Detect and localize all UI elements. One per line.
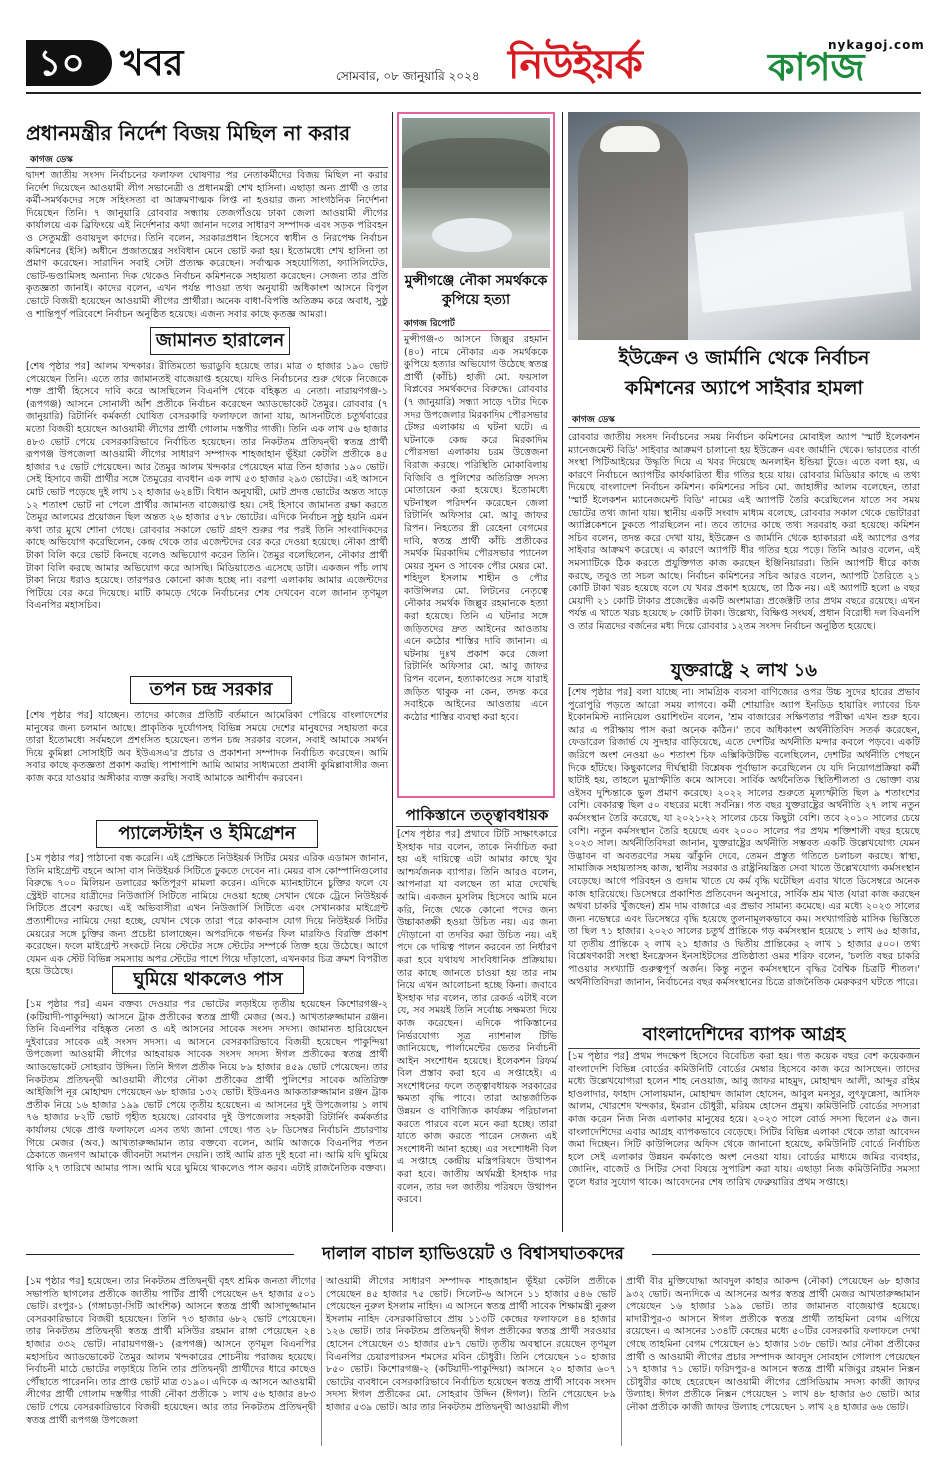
pakistan-body: [শেষ পৃষ্ঠার পর] প্রথাবে টিটি সাক্ষাৎকারে ইসহাক দার বলেন, তাকে নির্বাচিত করা হয় এই দায়িত্বে এটা আমার কাছে খুব আশ্চর্যজনক ব্যাপার। তিনি আরও বলেন, আপনারা যা বলছেন তা মাত্র দেখেছি আমি। একজন মুসলিম হিসেবে আমি মনে করি, নিজে থেকে কোনো পদের জন্য উচ্চাকাঙ্ক্ষী হওয়া উচিত নয়। এর জন্য দৌড়ানো বা তদবির করা উচিত নয়। এই পদে কে দায়িত্ব পালন করবেন তা নির্ধারণ করা হবে যথাযথ সাংবিধানিক প্রক্রিয়ায়। তার কাছে জানতে চাওয়া হয় তার নাম নিয়ে এখন আলোচনা হচ্ছে কিনা। জবাবে ইসহাক দার বলেন, তার রেকর্ড এটাই বলে যে, সব সময়ই তিনি সর্বোচ্চ সক্ষমতা দিয়ে কাজ করেছেন। এদিকে পাকিস্তানের নির্ভরযোগ্য সূত্র ন্যাশনাল টিভি জানিয়েছে, পার্লামেন্টের ভেতর নির্বাচনী আইন সংশোধন হয়েছে। ইলেকশন রিফর্ম বিল প্রস্তাব করা হবে এ সপ্তাহেই। এ সংশোধনের ফলে তত্ত্বাবধায়ক সরকারের ক্ষমতা বৃদ্ধি পাবে। তারা আন্তর্জাতিক উন্নয়ন ও বাণিজ্যিক কার্যক্রম পরিচালনা করতে পারবে বলে মনে করা হচ্ছে। তারা যাতে কাজ করতে পারেন সেজন্য এই সংশোধনী আনা হচ্ছে। এর সংশোধনী বিল এ সপ্তাহে কেন্দ্রীয় মন্ত্রিপরিষদে উত্থাপন করা হবে। জাতীয় অর্থমন্ত্রী ইসহাক দার বলেন, তার দল জাতীয় পরিষদে উত্থাপন করবে।	[397, 829, 557, 1206]
bottom-rule-right	[652, 1254, 920, 1255]
cyber-body: রোববার জাতীয় সংসদ নির্বাচনের সময় নির্বাচন কমিশনের মোবাইল অ্যাপ 'স্মার্ট ইলেকশন ম্যানেজমেন্ট বিডি' সাইবার আক্রমণ চালানো হয় ইউক্রেন এবং জার্মানি থেকে। ভারতের বার্তা সংস্থা পিটিআইয়ের উদ্ধৃতি দিয়ে এ খবর দিয়েছে অনলাইন ইন্ডিয়া টুডে। এতে বলা হয়, এ কারণে নির্বাচনে অ্যাপটির কার্যকারিতা ধীর গতির হয়ে যায়। রোববার মিডিয়ার কাছে এ তথ্য দিয়েছে বাংলাদেশ নির্বাচন কমিশন। কমিশনের সচিব মো. জাহাঙ্গীর আলম বলেছেন, তারা 'স্মার্ট ইলেকশন ম্যানেজমেন্ট বিডি' নামের এই অ্যাপটি তৈরি করেছিলেন যাতে সব সময় ভোটের তথ্য জানা যায়। স্থানীয় একটি সংবাদ মাধ্যম বলেছে, রোববার সকাল থেকে ভোটাররা অ্যাপ্লিকেশনে ঢুকতে পারছিলেন না। তবে তাদের কাছে তথ্য সরবরাহ করা হয়েছে। কমিশন সচিব বলেন, তদন্ত করে দেখা যায়, ইউক্রেন ও জার্মানি থেকে হ্যাকাররা এই অ্যাপের ওপর সাইবার আক্রমণ করেছে। এ কারণে অ্যাপটি ধীর গতির হয়ে পড়ে। তিনি আরও বলেন, এই সমস্যাটিকে ঠিক করতে প্রযুক্তিগত কাজ করছেন ইঞ্জিনিয়াররা। তিনি অ্যাপটি ধীরে কাজ করছে, তবুও তা সচল আছে। নির্বাচন কমিশনের সচিব আরও বলেন, অ্যাপটি তৈরিতে ২১ কোটি টাকা খরচ হয়েছে বলে যে খবর প্রকাশ হয়েছে, তা ঠিক নয়। এই অ্যাপটি হলো ৬ বছর মেয়াদী ২১ কোটি টাকার প্রজেক্টের একটি অংশমাত্র। প্রজেক্টটি তার প্রথম বছরে রয়েছে। এখন পর্যন্ত এ খাতে খরচ হয়েছে ৮ কোটি টাকা। উল্লেখ্য, বিক্ষিপ্ত সংঘর্ষ, প্রধান বিরোধী দল বিএনপি ও তার মিত্রদের বর্জনের মধ্য দিয়ে রোববার ১২তম সংসদ নির্বাচন অনুষ্ঠিত হয়েছে।	[568, 432, 920, 632]
masthead-rule	[26, 92, 921, 94]
usa-rule	[568, 684, 920, 685]
jamanat-body: [শেষ পৃষ্ঠার পর] আলম খন্দকার। রীতিমতো ভরাডুবি হয়েছে তার। মাত্র ৩ হাজার ১৯০ ভোট পেয়েছেন তিনি। এতে তার জামানতই বাজেয়াপ্ত হয়েছে। যদিও নির্বাচনের শুরু থেকে নিজেকে শক্ত প্রার্থী হিসেবে দাবি করে আসছিলেন বিএনপি থেকে বহিষ্কৃত এ নেতা। নারায়ণগঞ্জ-১ (রূপগঞ্জ) আসনে সোনালী আঁশ প্রতীকে নির্বাচন করেছেন অ্যাডভোকেট তৈমুর। রোববার (৭ জানুয়ারি) রিটার্নিং কর্মকর্তা ঘোষিত বেসরকারি ফলাফলে জানা যায়, আসনটিতে চতুর্থবারের মতো বিজয়ী হয়েছেন আওয়ামী লীগের প্রার্থী গোলাম দস্তগীর গাজী। তিনি এক লাখ ৫৬ হাজার ৪৮৩ ভোট পেয়ে বেসরকারিভাবে নির্বাচিত হয়েছেন। তার নিকটতম প্রতিদ্বন্দ্বী স্বতন্ত্র প্রার্থী রূপগঞ্জ উপজেলা আওয়ামী লীগের সাধারণ সম্পাদক শাহজাহান ভূঁইয়া কেটলি প্রতীকে ৪৫ হাজার ৭৫ ভোট পেয়েছেন। আর তৈমুর আলম খন্দকার পেয়েছেন মাত্র তিন হাজার ১৯০ ভোট। সেই হিসাবে জয়ী প্রার্থীর সঙ্গে তৈমুরের ব্যবধান এক লাখ ৫৩ হাজার ২৯৩ ভোটের। এই আসনে মোট ভোট পড়েছে দুই লাখ ১২ হাজার ৬২৪টি। বিধান অনুযায়ী, মোট প্রদত্ত ভোটের অন্তত সাড়ে ১২ শতাংশ ভোট না পেলে প্রার্থীর জামানত বাজেয়াপ্ত হয়। সেই হিসাবে জামানত রক্ষা করতে তৈমুর আলমের প্রয়োজন ছিল অন্তত ২৬ হাজার ৫৭৮ ভোটের। এদিকে নির্বাচন সুষ্ঠু হয়নি এমন কথা তার মুখে শোনা গেছে। রোববার সকালে ভোট গ্রহণ শুরুর পর পরই তিনি সাংবাদিকদের কাছে অভিযোগ করেছিলেন, কেন্দ্র থেকে তার এজেন্টদের বের করে দেওয়া হয়েছে। নৌকা প্রার্থী টাকা বিলি করে ভোট কিনছে বলেও অভিযোগ করেন তিনি। তৈমুর বলেছিলেন, নৌকার প্রার্থী টাকা বিলি করছে আমার অভিযোগ করে আসছি। মিডিয়াতেও এসেছে ডাটা। একজন পাঁচ লাখ টাকা নিয়ে ধরাও হয়েছে। তারপরও কোনো কাজ হচ্ছে না। বরপা এলাকায় আমার এজেন্টদের পিটিয়ে বের করে দিয়েছে। মাটি কামড়ে থেকে নির্বাচনের শেষ দেখবেন বলে জানান তৃণমূল বিএনপির মহাসচিব।	[26, 361, 388, 612]
dalal-headline: দালাল বাচাল হ্যাভিওয়েট ও বিশ্বাসঘাতকদের	[322, 1244, 624, 1264]
munshiganj-credit: কাগজ রিপোর্ট	[404, 319, 455, 329]
tapan-headline-box	[130, 676, 292, 704]
section-name: খবর	[120, 43, 184, 84]
logo-left: নিউইয়র্ক	[508, 42, 642, 88]
munshiganj-headline	[402, 272, 550, 310]
ghumiye-headline-box	[112, 966, 304, 994]
ghumiye-headline: ঘুমিয়ে থাকলেও পাস	[133, 969, 283, 990]
logo-right: কাগজ	[768, 45, 865, 89]
bangladeshi-body: [১ম পৃষ্ঠার পর] প্রথম পদক্ষেপ হিসেবে বিবেচিত করা হয়। গত কয়েক বছর বেশ কয়েকজন বাংলাদেশি বিভিন্ন বোর্ডের কমিউনিটি বোর্ডের মেম্বার হিসেবে কাজ করে আসছেন। তাদের মধ্যে উল্লেখযোগ্যরা হলেন শাহ নেওয়াজ, আবু জাফর মাহমুদ, মোহাম্মদ আলী, আব্দুর রহিম হাওলাদার, ফাহাদ সোলায়মান, মোহাম্মদ জামাল হোসেন, আবুল মনসুর, লুৎফুন্নেসা, আসিফ আলম, খোরশেদ খন্দকার, ইমরান চৌধুরী, মরিয়ম হোসেন প্রমুখ। কমিউনিটি বোর্ডের সদস্যরা কাজ করেন নিজ নিজ এলাকার মানুষের হয়ে। ২০২৩ সালে বোর্ড সদস্য ছিলেন ৫৯ জন। বাংলাদেশিদের এবার আগ্রহ ব্যাপকভাবে বেড়েছে। সিটির বিভিন্ন এলাকা থেকে তারা আবেদন জমা দিচ্ছেন। সিটি কাউন্সিলের অফিস থেকে জানানো হয়েছে, কমিউনিটি বোর্ডে নির্বাচিত হলে সেই এলাকার উন্নয়ন কর্মকাণ্ডে অংশ নেওয়া যায়। বোর্ডের মাধ্যমে জমির ব্যবহার, জোনিং, বাজেট ও সিটির সেবা বিষয়ে সুপারিশ করা যায়। এছাড়া নিজ কমিউনিটির সমস্যা তুলে ধরার সুযোগ থাকে। আবেদনের শেষ তারিখ ফেব্রুয়ারির প্রথম সপ্তাহে।	[568, 1051, 920, 1188]
bangladeshi-headline: বাংলাদেশিদের ব্যাপক আগ্রহ	[642, 1024, 846, 1045]
munshiganj-body: মুন্সীগঞ্জ-৩ আসনে জিল্লুর রহমান (৪০) নামে নৌকার এক সমর্থককে কুপিয়ে হত্যার অভিযোগ উঠেছে স্বতন্ত্র প্রার্থী (কাঁচি) হাজী মো. ফয়সাল বিপ্লবের সমর্থকদের বিরুদ্ধে। রোববার (৭ জানুয়ারি) সন্ধ্যা সাড়ে ৭টার দিকে সদর উপজেলার মিরকাদিম পৌরসভার টেঙ্গর এলাকায় এ ঘটনা ঘটে। এ ঘটনাকে কেন্দ্র করে মিরকাদিম পৌরসভা এলাকায় চরম উত্তেজনা বিরাজ করছে। পরিস্থিতি মোকাবিলায় বিজিবি ও পুলিশের অতিরিক্ত সদস্য মোতায়েন করা হয়েছে। ইতোমধ্যে ঘটনাস্থল পরিদর্শন করেছেন জেলা রিটার্নিং অফিসার মো. আবু জাফর রিপন। নিহতের স্ত্রী রেহেনা বেগমের দাবি, স্বতন্ত্র প্রার্থী কাঁচি প্রতীকের সমর্থক মিরকাদিম পৌরসভার প্যানেল মেয়র সুমন ও সাবেক পৌর মেয়র মো. শহিদুল ইসলাম শাহীন ও পৌর কাউন্সিলর মো. লিটনের নেতৃত্বে নৌকার সমর্থক জিল্লুর রহমানকে হত্যা করা হয়েছে। তিনি এ ঘটনার সঙ্গে জড়িতদের দ্রুত আইনের আওতায় এনে কঠোর শাস্তির দাবি জানান। এ ঘটনায় দুঃখ প্রকাশ করে জেলা রিটার্নিং অফিসার মো. আবু জাফর রিপন বলেন, হত্যাকাণ্ডের সঙ্গে যারাই জড়িত থাকুক না কেন, তদন্ত করে সবাইকে আইনের আওতায় এনে কঠোর শাস্তির ব্যবস্থা করা হবে।	[404, 334, 548, 723]
column-rule-left	[392, 112, 393, 1232]
cyber-credit: কাগজ ডেস্ক	[572, 415, 615, 425]
tapan-headline: তপন চন্দ্র সরকার	[149, 679, 273, 700]
cap-shape	[600, 126, 660, 152]
munshiganj-photo	[402, 118, 550, 268]
bottom-rule-left	[26, 1254, 294, 1255]
page-number: ১০	[38, 43, 85, 84]
palestine-body: [১ম পৃষ্ঠার পর] পাঠানো বন্ধ করেনি। এই প্রেক্ষিতে নিউইয়র্ক সিটির মেয়র এরিক এডামস জানান, তিনি মাইগ্রেন্ট বহনে আসা বাস নিউইয়র্ক সিটিতে ঢুকতে দেবেন না। মেয়র বাস কোম্পানিগুলোর বিরুদ্ধে ৭০০ মিলিয়ন ডলারের ক্ষতিপূরণ মামলা করেন। এদিকে ম্যানহাটানে চুক্তির ফলে যে স্ট্রেইট বাসের যাত্রীদের নিউজার্সি সিটিতে নামিয়ে দেওয়া হচ্ছে সেখান থেকে ট্রেনে নিউইয়র্ক সিটিতে প্রবেশ করছে। এই অভিবাসীরা এখন নিউজার্সি সিটিতে এবং সেখানকার মাইগ্রেন্ট প্রত্যাশীদের নামিয়ে দেয়া হচ্ছে, যেখান থেকে তারা পরে কাকবাস যোগ দিয়ে নিউইয়র্ক সিটির মেয়রের সঙ্গে চুক্তির জন্য প্রচেষ্টা চালাচ্ছেন। অপরদিকে গভর্নর ফিল মারফিও বিরক্তি প্রকাশ করেছেন। ফলে মাইগ্রেন্ট সংকটে নিয়ে স্টেটের সঙ্গে স্টেটের সম্পর্কে তিক্ত হয়ে উঠেছে। আগে যেমন এক স্টেট বিভিন্ন সমস্যায় অপর স্টেটের পাশে গিয়ে দাঁড়াতো, এখনকার চিত্র ক্রমশ বিপরীত হয়ে উঠেছে।	[26, 853, 388, 978]
pakistan-rule	[396, 826, 558, 827]
person-shape	[578, 120, 688, 340]
bottom-column-rule-2	[621, 1276, 622, 1446]
issue-date: সোমবার, ০৮ জানুয়ারি ২০২৪	[336, 69, 480, 83]
jamanat-headline-box	[150, 327, 290, 355]
lead-body: দ্বাদশ জাতীয় সংসদ নির্বাচনের ফলাফল ঘোষণার পর নেতাকর্মীদের বিজয় মিছিল না করার নির্দেশ দিয়েছেন আওয়ামী লীগ সভানেত্রী ও প্রধানমন্ত্রী শেখ হাসিনা। এছাড়া অন্য প্রার্থী ও তার কর্মী-সমর্থকদের সঙ্গে সহিংসতা বা আক্রমণাত্মক লিপ্ত না হওয়ার জন্য সাংগঠনিক নির্দেশনা দিয়েছেন তিনি। ৭ জানুয়ারি রোববার সন্ধ্যায় তেজগাঁওয়ে ঢাকা জেলা আওয়ামী লীগের কার্যালয়ে এক ব্রিফিংয়ে এই নির্দেশনার কথা জানান দলের সাধারণ সম্পাদক এবং সড়ক পরিবহন ও সেতুমন্ত্রী ওবায়দুল কাদের। তিনি বলেন, সরকারপ্রধান হিসেবে স্বাধীন ও নিরপেক্ষ নির্বাচন কমিশনের (ইসি) অধীনে প্রজাতন্ত্রের সংবিধান মেনে ভোট করা হয়। ইতোমধ্যে শেখ হাসিনা তা প্রমাণ করেছেন। সারাদিন সবাই সেটা প্রত্যক্ষ করেছেন। সর্বাত্মক সহযোগিতা, ফ্যাসিলিটেড, ভোট-ভণ্ডামিসহ অন্যান্য দিক থেকেও নির্বাচন কমিশনকে সহায়তা করেছেন। সেজন্য তার প্রতি কৃতজ্ঞতা জানাই। কাদের বলেন, এখন পর্যন্ত পাওয়া তথ্য অনুযায়ী অধিকাংশ আসনে বিপুল ভোটে বিজয়ী হয়েছেন আওয়ামী লীগের প্রার্থীরা। অনেক বাধা-বিপত্তি অতিক্রম করে অবাধ, সুষ্ঠু ও শান্তিপূর্ণ পরিবেশে নির্বাচন অনুষ্ঠিত হয়েছে। এজন্য সবার কাছে কৃতজ্ঞ আমরা।	[26, 170, 388, 320]
munshiganj-credit-rule	[402, 330, 550, 331]
cyber-headline-1: ইউক্রেন ও জার্মানি থেকে নির্বাচন	[618, 347, 870, 369]
bangladeshi-rule	[568, 1048, 920, 1049]
dalal-col-3: প্রার্থী বীর মুক্তিযোদ্ধা আবদুল কাহার আকন্দ (নৌকা) পেয়েছেন ৬৮ হাজার ৯৩২ ভোট। অন্যদিকে এ আসনের অপর স্বতন্ত্র প্রার্থী মেজর আখতারুজ্জামান পেয়েছেন ১৬ হাজার ১৯৯ ভোট। তার জামানত বাজেয়াপ্ত হয়েছে। মাদারীপুর-৩ আসনে ঈগল প্রতীকে স্বতন্ত্র প্রার্থী তাহমিনা বেগম এগিয়ে রয়েছেন। এ আসনের ১৩৪টি কেন্দ্রের মধ্যে ৫০টির বেসরকারি ফলাফলে দেখা গেছে তাহমিনা বেগম পেয়েছেন ৬১ হাজার ১৩৮ ভোট। আর নৌকা প্রতীকের প্রার্থী ও আওয়ামী লীগের প্রচার সম্পাদক আবদুস সোবহান গোলাপ পেয়েছেন ১৭ হাজার ৭১ ভোট। ফরিদপুর-৪ আসনে স্বতন্ত্র প্রার্থী মজিবুর রহমান নিক্সন চৌধুরীর কাছে হেরেছেন আওয়ামী লীগের প্রেসিডিয়াম সদস্য কাজী জাফর উল্যাহ। ঈগল প্রতীকে নিক্সন পেয়েছেন ১ লাখ ৪৮ হাজার ৬৩ ভোট। আর নৌকা প্রতীকে কাজী জাফর উল্যাহ পেয়েছেন ১ লাখ ২৪ হাজার ৬৬ ভোট।	[626, 1276, 920, 1413]
ghumiye-body: [১ম পৃষ্ঠার পর] এমন বক্তব্য দেওয়ার পর ভোটের লড়াইয়ে তৃতীয় হয়েছেন কিশোরগঞ্জ-২ (কটিয়াদী-পাকুন্দিয়া) আসনে ট্রাক প্রতীকের স্বতন্ত্র প্রার্থী মেজর (অব.) আখতারুজ্জামান রঞ্জন। তিনি বিএনপির বহিষ্কৃত নেতা ও এই আসনের সাবেক সংসদ সদস্য। জামানত হারিয়েছেন দুইবারের সাবেক এই সংসদ সদস্য। এ আসনে বেসরকারিভাবে বিজয়ী হয়েছেন পাকুন্দিয়া উপজেলা আওয়ামী লীগের আহবায়ক সাবেক সংসদ সদস্য ঈগল প্রতীকের স্বতন্ত্র প্রার্থী অ্যাডভোকেট সোহরাব উদ্দিন। তিনি ঈগল প্রতীক নিয়ে ৮৯ হাজার ৪৫৯ ভোট পেয়েছেন। তার নিকটতম প্রতিদ্বন্দ্বী আওয়ামী লীগের নৌকা প্রতীকের প্রার্থী পুলিশের সাবেক অতিরিক্ত আইজিপি নূর মোহাম্মদ পেয়েছেন ৬৮ হাজার ১৩২ ভোট। ইউএনও আকতারুজ্জামান রঞ্জন ট্রাক প্রতীক নিয়ে ১৬ হাজার ১৯৯ ভোট পেয়ে তৃতীয় হয়েছেন। এ আসনের দুই উপজেলায় ১ লাখ ৭৬ হাজার ৮২টি ভোট গৃহীত হয়েছে। রোববার দুই উপজেলার সহকারী রিটার্নিং কর্মকর্তার কার্যালয় থেকে প্রাপ্ত ফলাফলে এসব তথ্য জানা গেছে। গত ২৮ ডিসেম্বর নির্বাচনি প্রচারণায় গিয়ে মেজর (অব.) আখতারুজ্জামান তার বক্তব্যে বলেন, আমি আজকে বিএনপির পতন ঠেকাতে জনগণ আমাকে জীবনটা সমাপন দেয়নি। তাই আমি রাত দুই হবো না। আমি যদি ঘুমিয়ে থাকি ২৭ তারিখে আমার পাস। আমি ঘরে ঘুমিয়ে থাকলেও পাস করব। এটাই রাজনৈতিক বক্তব্য।	[26, 999, 388, 1174]
cyber-headline-2: কমিশনের অ্যাপে সাইবার হামলা	[625, 377, 863, 399]
jamanat-headline: জামানত হারালেন	[155, 330, 285, 351]
cyber-credit-rule	[568, 427, 920, 428]
dalal-col-2: আওয়ামী লীগের সাধারণ সম্পাদক শাহজাহান ভূঁইয়া কেটলি প্রতীকে পেয়েছেন ৪৫ হাজার ৭৫ ভোট। সিলেট-৬ আসনে ১১ হাজার ৫৪৬ ভোট পেয়েছেন নুরুল ইসলাম নাহিদ। এ আসনে স্বতন্ত্র প্রার্থী সাবেক শিক্ষামন্ত্রী নুরুল ইসলাম নাহিদ বেসরকারিভাবে প্রায় ১১৩টি কেন্দ্রের ফলাফলে ৪৪ হাজার ১২৬ ভোট। তার নিকটতম প্রতিদ্বন্দ্বী ঈগল প্রতীকের স্বতন্ত্র প্রার্থী সরওয়ার হোসেন পেয়েছেন ৩১ হাজার ৫৮৭ ভোট। তৃতীয় অবস্থানে রয়েছেন তৃণমূল বিএনপির চেয়ারপারসন শমসের মবিন চৌধুরী। তিনি পেয়েছেন ১০ হাজার ৮৫০ ভোট। কিশোরগঞ্জ-২ (কটিয়াদী-পাকুন্দিয়া) আসনে ২০ হাজার ৬০৭ ভোটের ব্যবধানে বেসরকারিভাবে নির্বাচিত হয়েছেন স্বতন্ত্র প্রার্থী সাবেক সংসদ সদস্য ঈগল প্রতীকের মো. সোহরাব উদ্দিন (ঈগল)। তিনি পেয়েছেন ৮৯ হাজার ৫৩৯ ভোট। আর তার নিকটতম প্রতিদ্বন্দ্বী আওয়ামী লীগ	[326, 1276, 616, 1413]
pakistan-headline: পাকিস্তানে তত্ত্বাবধায়ক	[405, 806, 549, 824]
palestine-headline: প্যালেস্টাইন ও ইমিগ্রেশন	[118, 823, 296, 844]
website-url[interactable]: nykagoj.com	[828, 38, 925, 52]
bottom-column-rule-1	[321, 1276, 322, 1446]
cyber-photo	[568, 112, 920, 340]
ballots-shape	[694, 211, 911, 313]
lead-headline: প্রধানমন্ত্রীর নির্দেশ বিজয় মিছিল না করার	[26, 121, 351, 145]
body-cloth-shape	[432, 218, 512, 252]
column-rule-right	[562, 112, 563, 1232]
crowd-shape	[402, 138, 550, 188]
munshiganj-headline-text: মুন্সীগঞ্জে নৌকা সমর্থককে কুপিয়ে হত্যা	[404, 273, 548, 308]
usa-headline: যুক্তরাষ্ট্রে ২ লাখ ১৬	[670, 660, 818, 681]
palestine-headline-box	[96, 820, 318, 848]
lead-credit-rule	[26, 167, 388, 168]
tapan-body: [শেষ পৃষ্ঠার পর] যাচ্ছেন। তাদের কাজের প্রতিটি বর্তমানে আমেরিকা পেরিয়ে বাংলাদেশের মানুষের জন্য চলমান আছে। প্রাকৃতিক দুর্যোগসহ বিভিন্ন সময়ে দেশের মানুষদের সহায়তা করে তারা ইতোমধ্যে সর্বমহলে প্রশংসিত হয়েছেন। তপন চন্দ্র সরকার বলেন, সবাই আমাকে সমর্থন দিয়ে কুমিল্লা সোসাইটি অব ইউএসএ'র প্রচার ও প্রকাশনা সম্পাদক নির্বাচিত করেছেন। আমি সবার কাছে কৃতজ্ঞতা প্রকাশ করছি। পাশাপাশি আমি আমার সাধ্যমতো প্রবাসী কুমিল্লাবাসীর জন্য কাজ করে যাওয়ার অঙ্গীকার ব্যক্ত করছি। সবাই আমাকে আশীর্বাদ করবেন।	[26, 710, 388, 784]
lead-credit: কাগজ ডেস্ক	[30, 155, 73, 165]
usa-body: [শেষ পৃষ্ঠার পর] বলা যাচ্ছে না। সামগ্রিক ব্যবসা বাণিজ্যের ওপর উচ্চ সুদের হারের প্রভাব পুরোপুরি পড়তে আরো সময় লাগবে। কর্মী শোয়ারিং অ্যাপ ইনডিড হায়ারিং ল্যাবের চিফ ইকোনমিস্ট ন্যানিয়েল ওয়াশিংটন বলেন, 'শ্রম বাজারের সক্ষিণতার পরীক্ষা এখন শুরু হবে। আর এ পরীক্ষায় পাস করা অনেক কঠিন।' তবে অধিকাংশ অর্থনীতিবিদ সতর্ক করেছেন, ফেডারেল রিজার্ভ যে সুদহার বাড়িয়েছে, এতে দেশটির অর্থনীতি মন্দার কবলে পড়বে। একটি জরিপে অংশ নেওয়া ৬০ শতাংশ চিফ এক্সিকিউটিভ বলেছিলেন, দেশটির অর্থনীতি পেছনে দিকে হাঁটছে। কিছুকালের দীর্ঘস্থায়ী বিশ্লেষক পূর্বাভাস করেছিলেন যে যদি নিয়োগপ্রক্রিয়া কর্মী ছাটাই হয়, তাহলে মুদ্রাস্ফীতি কমে আসবে। সার্বিক অর্থনৈতিক স্থিতিশীলতা ও ভোক্তা ব্যয় ওইসব দুশ্চিন্তাকে ভুল প্রমাণ করেছে। ২০২২ সালের শুরুতে মূল্যস্ফীতি ছিল ৯ শতাংশের বেশি। বেকারত্ব ছিল ৫০ বছরের মধ্যে সর্বনিম্ন। গত বছর যুক্তরাষ্ট্রের অর্থনীতি ২৭ লাখ নতুন কর্মসংস্থান তৈরি করেছে, যা ২০২১-২২ সালের চেয়ে কিছুটা বেশি। তবে ২০১০ সালের চেয়ে বেশি। নতুন কর্মসংস্থান তৈরি হয়েছে এবং ২০০০ সালের পর প্রথম শক্তিশালী বছর হয়েছে ২০২৩ সাল। অর্থনীতিবিদরা জানান, যুক্তরাষ্ট্রের অর্থনীতি সম্ভবত একটি উল্লেখযোগ্য যেমন উদ্ভাবন বা অবতরণের সময় ঝাঁকুনি দেবে, তেমন প্রস্তুত গতিতে চলাচল করছে। স্বাস্থ্য, সামাজিক সহায়তাসহ কাজ, স্থানীয় সরকার ও রাষ্ট্রনিয়ন্ত্রিত সেবা খাতে উল্লেখযোগ্য কর্মসংস্থান বেড়েছে। আগে পরিবহন ও গুদাম খাতে যে কর্ম বৃদ্ধি ঘটেছিল এবার খাতে ডিসেম্বরে অনেক কাজ হারিয়েছে। ডিসেম্বরে প্রকাশিত প্রতিবেদন অনুসারে, সার্বিক শ্রম খাত (যারা কাজ করছেন অথবা চাকরি খুঁজছেন) শ্রম দাম বাজারে এর প্রভাব সামান্য কমেছে। এর মধ্যে ২০২৩ সালের জন্য নভেম্বরে এবং ডিসেম্বরে বৃদ্ধি হয়েছে তুলনামূলকভাবে কম। সংখ্যাগরিষ্ঠ মাসিক ভিত্তিতে তা ছিল ৭১ হাজার। ২০২৩ সালের চতুর্থ প্রান্তিকে গড় কর্মসংস্থান হয়েছে ১ লাখ ৬৫ হাজার, যা তৃতীয় প্রান্তিকে ২ লাখ ২১ হাজার ও দ্বিতীয় প্রান্তিকের ২ লাখ ১ হাজার ৫০০। তথ্য বিশ্লেষণকারী সংস্থা ইনফ্রেসন ইনসাইটসের প্রতিষ্ঠাতা ওমর শরিফ বলেন, 'চলতি বছর চাকরি পাওয়ার সংখ্যাটি গুরুত্বপূর্ণ অর্জন। কিন্তু নতুন কর্মসংস্থানে বৃদ্ধির বৈশ্বিক চিত্রটি শীতল।' অর্থনীতিবিদরা জানান, নির্বাচনের বছর কর্মসংস্থানের চিত্রে রাজনৈতিক মেরুকরণ ঘটতে পারে।	[568, 687, 920, 988]
dalal-col-1: [১ম পৃষ্ঠার পর] হয়েছেন। তার নিকটতম প্রতিদ্বন্দ্বী বৃহৎ শ্রমিক জনতা লীগের সভাপতি ছাগলের প্রতীকে জাতীয় পার্টির প্রার্থী পেয়েছেন ৬৭ হাজার ৫০১ ভোট। রংপুর-১ (গঙ্গাচড়া-সিটি আংশিক) আসনে স্বতন্ত্র প্রার্থী আসাদুজ্জামান বেসরকারিভাবে বিজয়ী হয়েছেন। তিনি ৭৩ হাজার ৬৮২ ভোট পেয়েছেন। তার নিকটতম প্রতিদ্বন্দ্বী স্বতন্ত্র প্রার্থী মসিউর রহমান রাঙ্গা পেয়েছেন ২৪ হাজার ৩৩২ ভোট। নারায়ণগঞ্জ-১ (রূপগঞ্জ) আসনে তৃণমূল বিএনপির মহাসচিব অ্যাডভোকেট তৈমুর আলম খন্দকারের শোচনীয় পরাজয় হয়েছে। নির্বাচনী মাঠে ভোটের লড়াইয়ে তিনি তার প্রতিদ্বন্দ্বী প্রার্থীদের ধারে কাছেও পৌঁছাতে পারেননি। তার প্রাপ্ত ভোট মাত্র ৩১৯০। এদিকে এ আসনে আওয়ামী লীগের প্রার্থী গোলাম দস্তগীর গাজী নৌকা প্রতীকে ১ লাখ ৫৬ হাজার ৪৮৩ ভোট পেয়ে বেসরকারিভাবে বিজয়ী হয়েছেন। আর তার নিকটতম প্রতিদ্বন্দ্বী স্বতন্ত্র প্রার্থী রূপগঞ্জ উপজেলা	[26, 1276, 316, 1426]
